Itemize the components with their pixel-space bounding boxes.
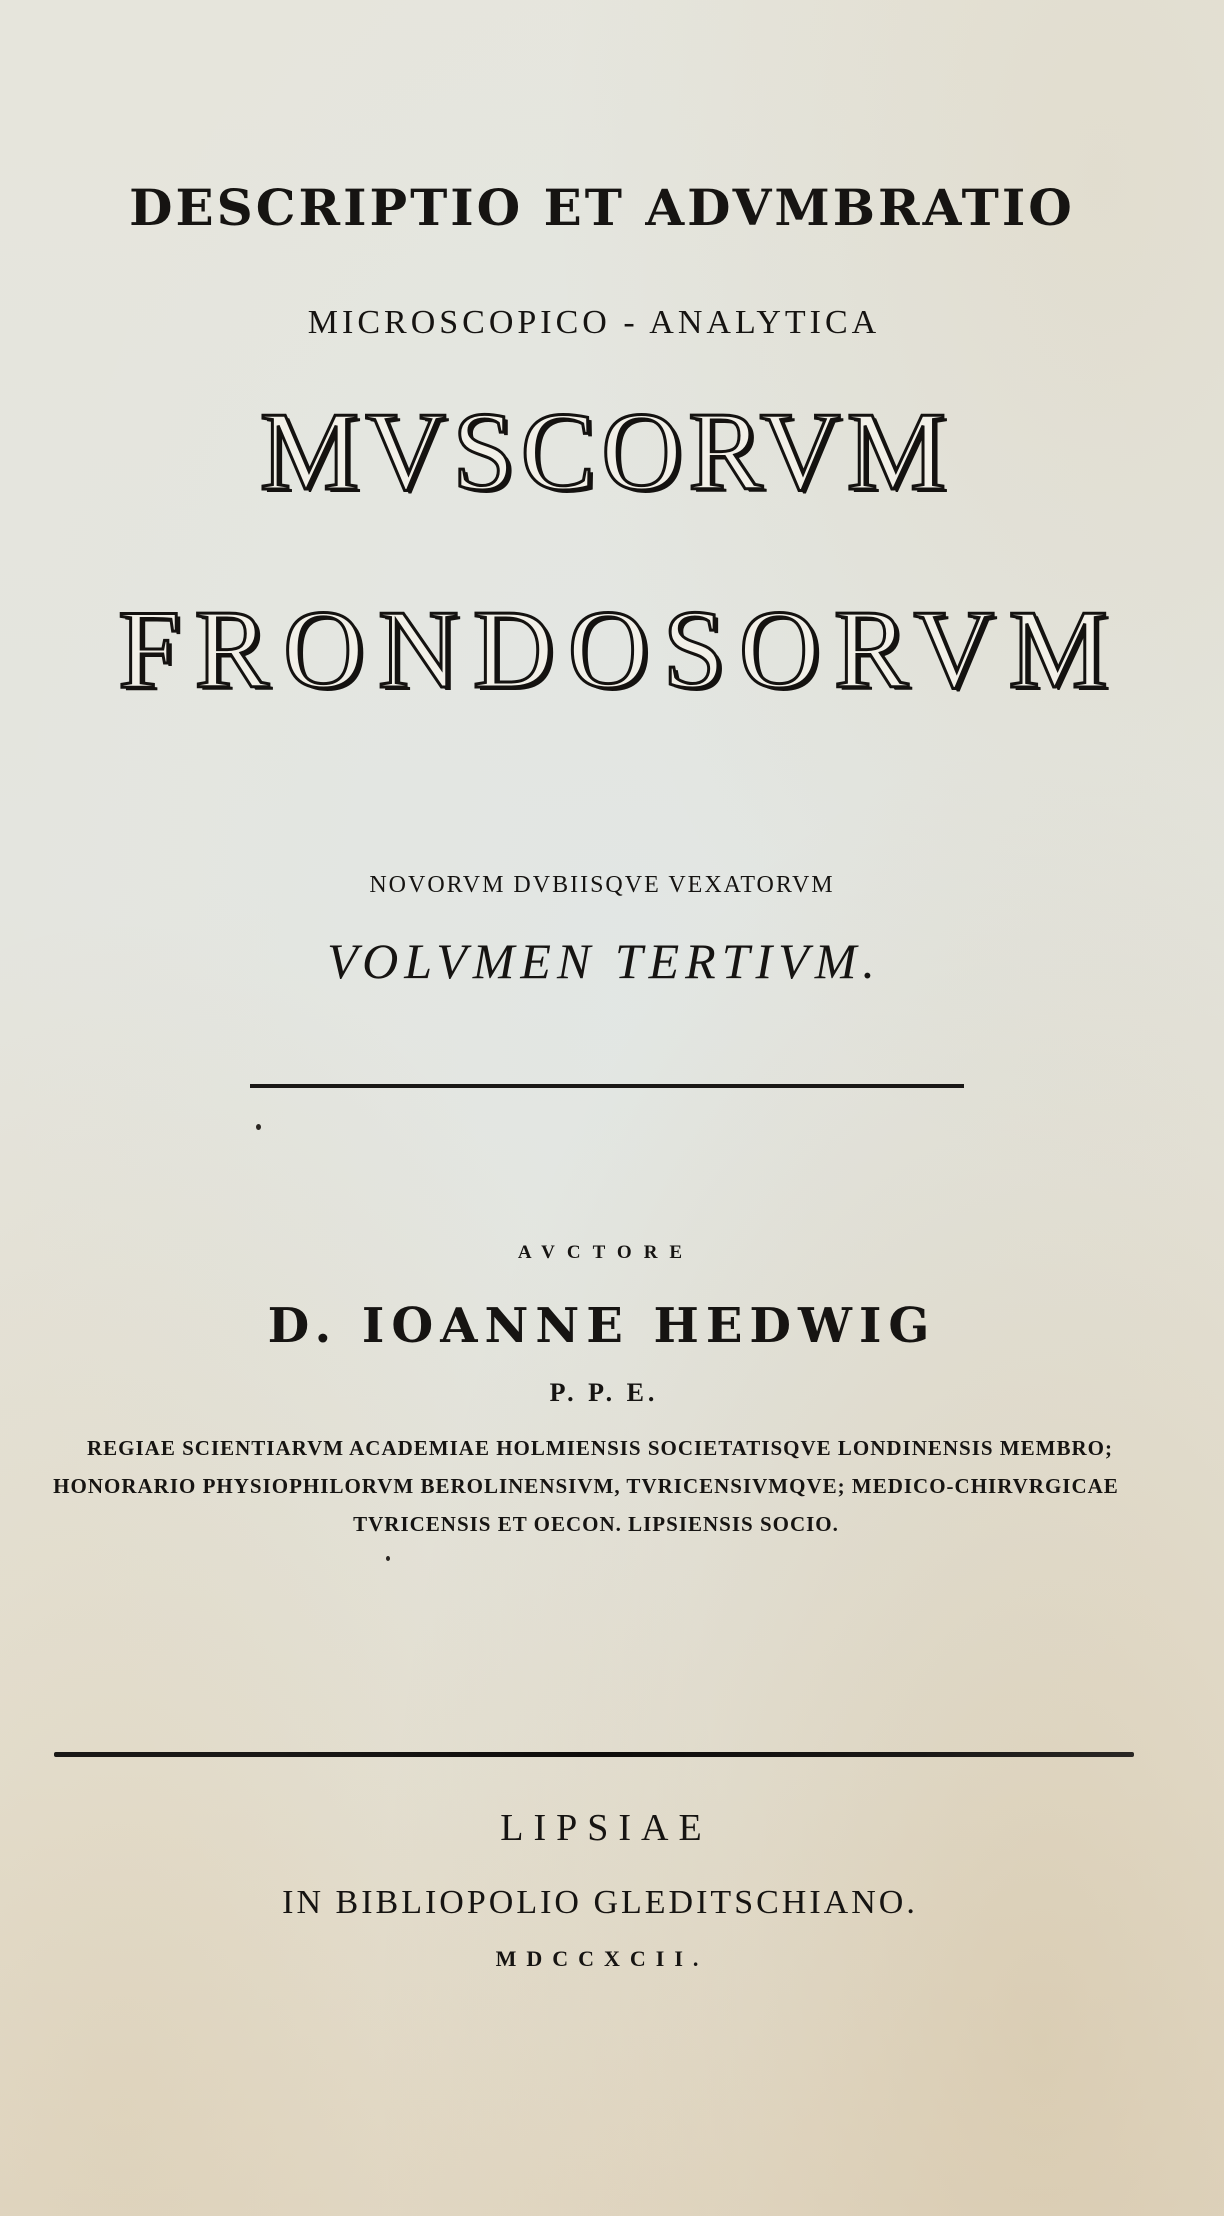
volume-label: VOLVMEN TERTIVM. — [327, 933, 881, 989]
author-credentials-line-2: HONORARIO PHYSIOPHILORVM BEROLINENSIVM, TVRICENSIVMQVE; MEDICO-CHIRVRGICAE — [53, 1474, 1119, 1498]
author-degree: P. P. E. — [549, 1378, 659, 1407]
author-credentials-line-1: REGIAE SCIENTIARVM ACADEMIAE HOLMIENSIS SOCIETATISQVE LONDINENSIS MEMBRO; — [87, 1436, 1113, 1460]
ink-speck — [256, 1124, 261, 1130]
title-line-descriptio: DESCRIPTIO ET ADVMBRATIO — [129, 178, 1075, 237]
author-credentials-line-3: TVRICENSIS ET OECON. LIPSIENSIS SOCIO. — [353, 1512, 839, 1536]
title-line-novorum: NOVORVM DVBIISQVE VEXATORVM — [369, 872, 835, 898]
divider-bottom — [54, 1752, 1134, 1757]
auctore-label: AVCTORE — [517, 1242, 695, 1263]
imprint-place: LIPSIAE — [500, 1807, 712, 1849]
imprint-publisher: IN BIBLIOPOLIO GLEDITSCHIANO. — [282, 1884, 918, 1921]
title-line-frondosorum: FRONDOSORVM — [118, 588, 1122, 712]
title-line-muscorum: MVSCORVM — [259, 390, 953, 514]
imprint-year: MDCCXCII. — [495, 1946, 709, 1971]
title-line-microscopico: MICROSCOPICO - ANALYTICA — [307, 304, 881, 341]
ink-speck — [386, 1556, 390, 1561]
divider-top — [250, 1084, 964, 1088]
author-name: D. IOANNE HEDWIG — [267, 1298, 937, 1354]
